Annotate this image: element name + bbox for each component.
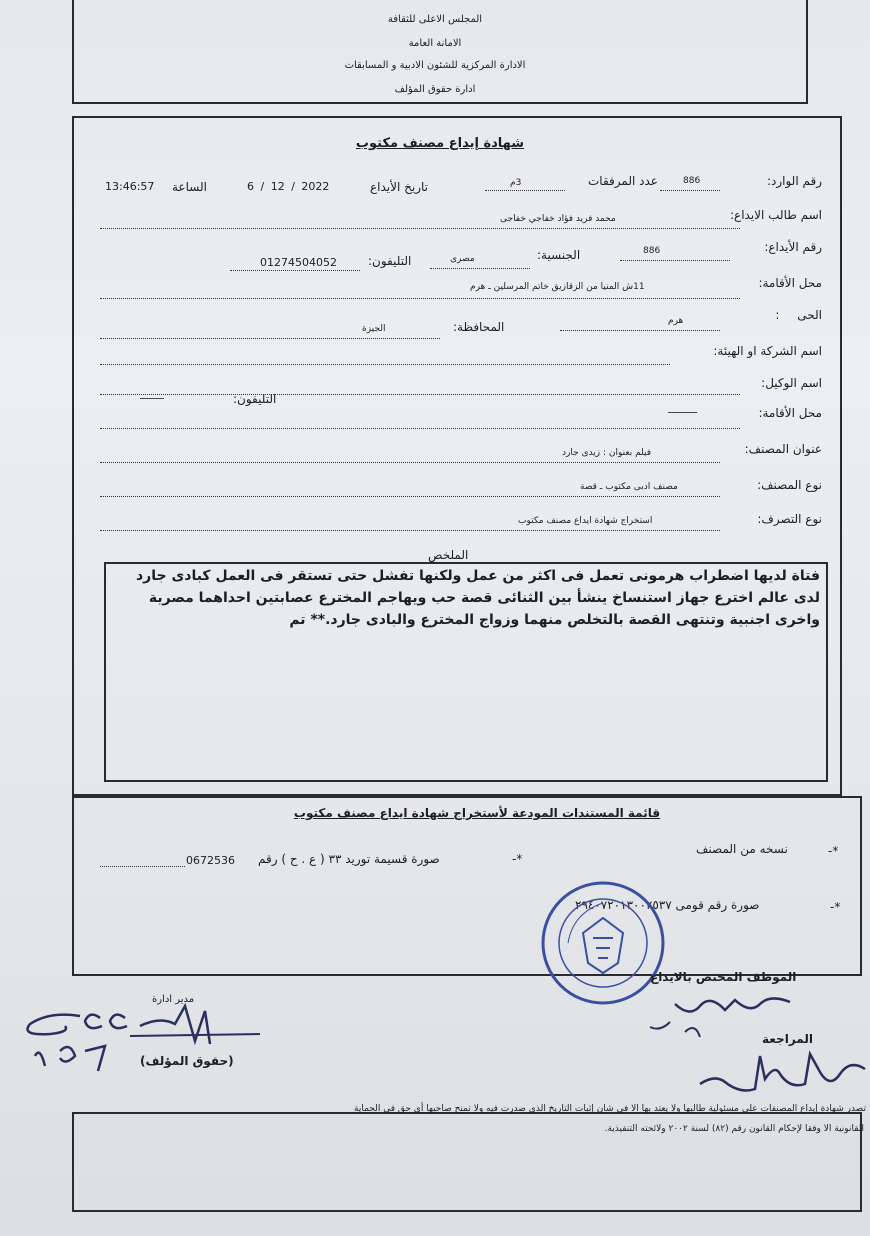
time-label: الساعة: [172, 180, 207, 194]
deposit-date: 6 / 12 / 2022: [247, 180, 330, 193]
work-title: فيلم بعنوان : زيدى جارد: [562, 448, 652, 458]
attachments-label: عدد المرفقات: [588, 174, 658, 188]
director-label: مدير ادارة: [152, 994, 195, 1005]
residence-label: محل الأقامة:: [758, 276, 822, 290]
doc-item-2: صورة قسيمة توريد ٣٣ ( ع . ح ) رقم: [258, 852, 440, 866]
doc-item-2-bullet: -*: [512, 852, 523, 866]
attachments: 3م: [510, 178, 522, 188]
agent-residence: ـــــــــــ: [668, 406, 698, 416]
governorate: الجيزة: [362, 324, 386, 334]
agent-residence-label: محل الأقامة:: [758, 406, 822, 420]
documents-title: قائمة المستندات المودعة لأستخراج شهادة ايداع مصنف مكتوب: [293, 806, 661, 820]
nationality-label: الجنسية:: [537, 248, 581, 262]
governorate-label: المحافظة:: [453, 320, 505, 334]
reviewer-signature: [680, 1044, 870, 1104]
header-line-3: الادارة المركزية للشئون الادبية و المسابقات: [344, 60, 526, 71]
district-label: الحى :: [775, 308, 822, 322]
officer-signature: [640, 982, 800, 1052]
agent-phone-label: التليفون:: [233, 392, 277, 406]
doc-item-3-bullet: -*: [830, 900, 841, 914]
nationality: مصرى: [450, 254, 475, 264]
residence: 11ش المنيا من الزقازيق خاتم المرسلين ـ هرم: [470, 282, 645, 292]
agent-label: اسم الوكيل:: [761, 376, 822, 390]
agent-phone: ـــــــــ: [140, 392, 164, 402]
doc-item-3: صورة رقم قومى ٢٩٤٠٧٢٠١٣٠٠٢٥٣٧: [575, 898, 760, 912]
header-line-1: المجلس الاعلى للثقافة: [387, 14, 483, 25]
director-signature: [10, 996, 260, 1086]
header-line-4: ادارة حقوق المؤلف: [394, 84, 476, 95]
time: 13:46:57: [105, 180, 155, 193]
header-line-2: الامانة العامة: [408, 38, 462, 49]
footer-line-1: تصدر شهادة إيداع المصنفات على مسئولية طالبها ولا يعتد بها الا فى شان إثبات التاريخ الذى صدرت فيه ولا تمنح صاحبها أى حق فى الحماية: [354, 1104, 866, 1114]
district: هرم: [668, 316, 684, 326]
phone-label: التليفون:: [368, 254, 412, 268]
officer-label: الموظف المختص بالايداع: [650, 970, 797, 984]
work-type-label: نوع المصنف:: [757, 478, 822, 492]
deposit-date-label: تاريخ الأيداع: [370, 180, 429, 194]
summary-text: فتاة لديها اضطراب هرمونى تعمل فى اكثر من عمل ولكنها تفشل حتى تستقر فى العمل كبادى جارد لدى عالم اخترع جهاز استنساخ ينشأ بين الثنائى قصة حب ويهاجم المخترع عصابتين احداهما مصرية واخرى اجنبية وتنتهى القصة بالتخلص منهما وزواج المخترع والبادى جارد.** تم: [135, 568, 820, 628]
incoming-no: 886: [683, 176, 701, 186]
deposit-no: 886: [643, 246, 661, 256]
doc-item-1: نسخه من المصنف: [696, 842, 788, 856]
footer-line-2: القانونية الا وفقا لإحكام القانون رقم (٨٢) لسنة ٢٠٠٢ ولائحته التنفيذية.: [604, 1124, 864, 1134]
deposit-no-label: رقم الأيداع:: [764, 240, 822, 254]
director-dept: (حقوق المؤلف): [140, 1054, 234, 1068]
reviewer-label: المراجعة: [762, 1032, 813, 1046]
company-label: اسم الشركة او الهيئة:: [713, 344, 822, 358]
incoming-no-label: رقم الوارد:: [766, 174, 822, 188]
work-title-label: عنوان المصنف:: [744, 442, 822, 456]
doc-item-1-bullet: -*: [828, 844, 839, 858]
action-type-label: نوع التصرف:: [757, 512, 822, 526]
applicant: محمد فريد فؤاد خفاجي خفاجى: [500, 214, 616, 224]
applicant-label: اسم طالب الايداع:: [729, 208, 822, 222]
action-type: استخراج شهادة ايداع مصنف مكتوب: [518, 516, 653, 526]
phone: 01274504052: [260, 256, 337, 269]
certificate-title: شهادة إيداع مصنف مكتوب: [355, 136, 525, 151]
work-type: مصنف ادبى مكتوب ـ قصة: [580, 482, 678, 492]
doc-item-2-no: 0672536: [186, 854, 235, 867]
summary-label: الملخص: [428, 548, 469, 562]
documents-box: [72, 796, 862, 976]
